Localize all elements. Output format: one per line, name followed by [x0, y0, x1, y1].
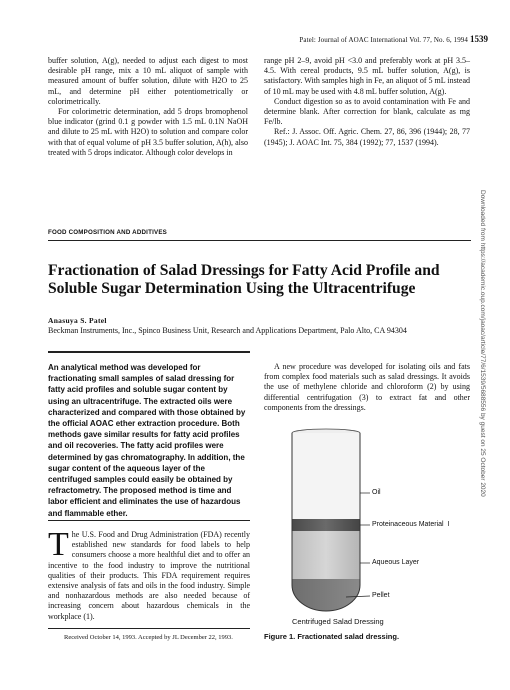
section-label: FOOD COMPOSITION AND ADDITIVES: [48, 229, 167, 236]
aqueous-label: Aqueous Layer: [372, 559, 420, 566]
top-right-paragraph-2: Conduct digestion so as to avoid contamination with Fe and determine blank. After correction for blank, calculate as mg Fe/lb.: [264, 96, 470, 127]
running-head: Patel: Journal of AOAC International Vol. 77, No. 6, 1994: [299, 36, 468, 44]
download-sidebar: [476, 190, 488, 530]
top-left-paragraph-1: buffer solution, A(g), needed to adjust each digest to most desirable pH range, mix a 10 mL aliquot of sample with measured amount of buffer solution, dilute with H2O to 25 mL, and determine pH either potentiometrically or colorimetrically.: [48, 56, 248, 106]
figure-1: [262, 425, 472, 625]
pellet-layer: [292, 579, 360, 611]
abstract-bottom-rule: [48, 520, 250, 521]
page-number: 1539: [470, 34, 488, 44]
aqueous-layer: [292, 531, 360, 579]
figure-sublabel: Centrifuged Salad Dressing: [292, 617, 384, 626]
right-column-intro: A new procedure was developed for isolating oils and fats from complex food materials such as salad dressings. It avoids the use of methylene chloride and chloroform (2) by using differential centrifugation (3) to extract fat and other components from the dressings.: [264, 362, 470, 412]
top-left-column: [48, 56, 248, 158]
oil-layer: [292, 433, 360, 519]
introduction: [48, 526, 250, 622]
top-right-references: Ref.: J. Assoc. Off. Agric. Chem. 27, 86, 396 (1944); 28, 77 (1945); J. AOAC Int. 75, 384 (1992); 77, 1537 (1994).: [264, 127, 470, 147]
download-note: Downloaded from https://academic.oup.com/jaoac/article/77/6/1539/5688556 by guest on 25 October 2020: [479, 190, 486, 497]
section-divider: [48, 240, 471, 241]
abstract: An analytical method was developed for fractionating small samples of salad dressing for fatty acid profiles and soluble sugar content by using an ultracentrifuge. The extracted oils were characterized and compared with those obtained by the official AOAC ether extraction procedure. Both methods gave similar results for fatty acid profiles and oil recoveries. The fatty acid profiles were determined by gas chromatography. In addition, the sugar content of the aqueous layer of the centrifuged samples could easily be obtained by refractometry. The proposed method is time and labor efficient and eliminates the use of hazardous and flammable ether.: [48, 363, 246, 518]
top-right-column: [264, 56, 470, 148]
article-author: Anasuya S. Patel: [48, 316, 107, 325]
abstract-top-rule: [48, 351, 250, 353]
received-note: Received October 14, 1993. Accepted by JL December 22, 1993.: [64, 634, 233, 641]
oil-label: Oil: [372, 489, 381, 496]
article-title: Fractionation of Salad Dressings for Fatty Acid Profile and Soluble Sugar Determination Using the Ultracentrifuge: [48, 262, 440, 297]
pellet-label: Pellet: [372, 592, 390, 599]
drop-cap: T: [48, 526, 69, 563]
introduction-text: he U.S. Food and Drug Administration (FDA) recently established new standards for food labels to help consumers choose a more healthful diet and to offer an incentive to the food industry to improve the nutritional qualities of their products. This FDA requirement requires extensive analysis of fats and oils in the food industry. Simple and nonhazardous methods are also needed because of increasing concern about hazardous chemicals in the workplace (1).: [48, 530, 250, 621]
top-right-paragraph-1: range pH 2–9, avoid pH <3.0 and preferably work at pH 3.5–4.5. With cereal products, 9.5 mL buffer solution, A(g), is satisfactory. With samples high in Fe, an aliquot of 5 mL instead of 10 mL may be used with 4.8 mL buffer solution, A(g).: [264, 56, 471, 96]
protein-label: Proteinaceous Material I: [372, 521, 450, 528]
figure-caption: Figure 1. Fractionated salad dressing.: [264, 632, 400, 641]
protein-band: [292, 519, 360, 531]
footnote-rule: [48, 628, 250, 629]
article-affiliation: Beckman Instruments, Inc., Spinco Business Unit, Research and Applications Department, Palo Alto, CA 94304: [48, 326, 407, 335]
top-left-paragraph-2: For colorimetric determination, add 5 drops bromophenol blue indicator (grind 0.1 g powder with 1.5 mL 0.1N NaOH and dilute to 25 mL with H2O) to solution and compare color with that of equal volume of pH 3.5 buffer solution, A(h), also treated with 5 drops indicator. Although color develops in: [48, 107, 248, 157]
